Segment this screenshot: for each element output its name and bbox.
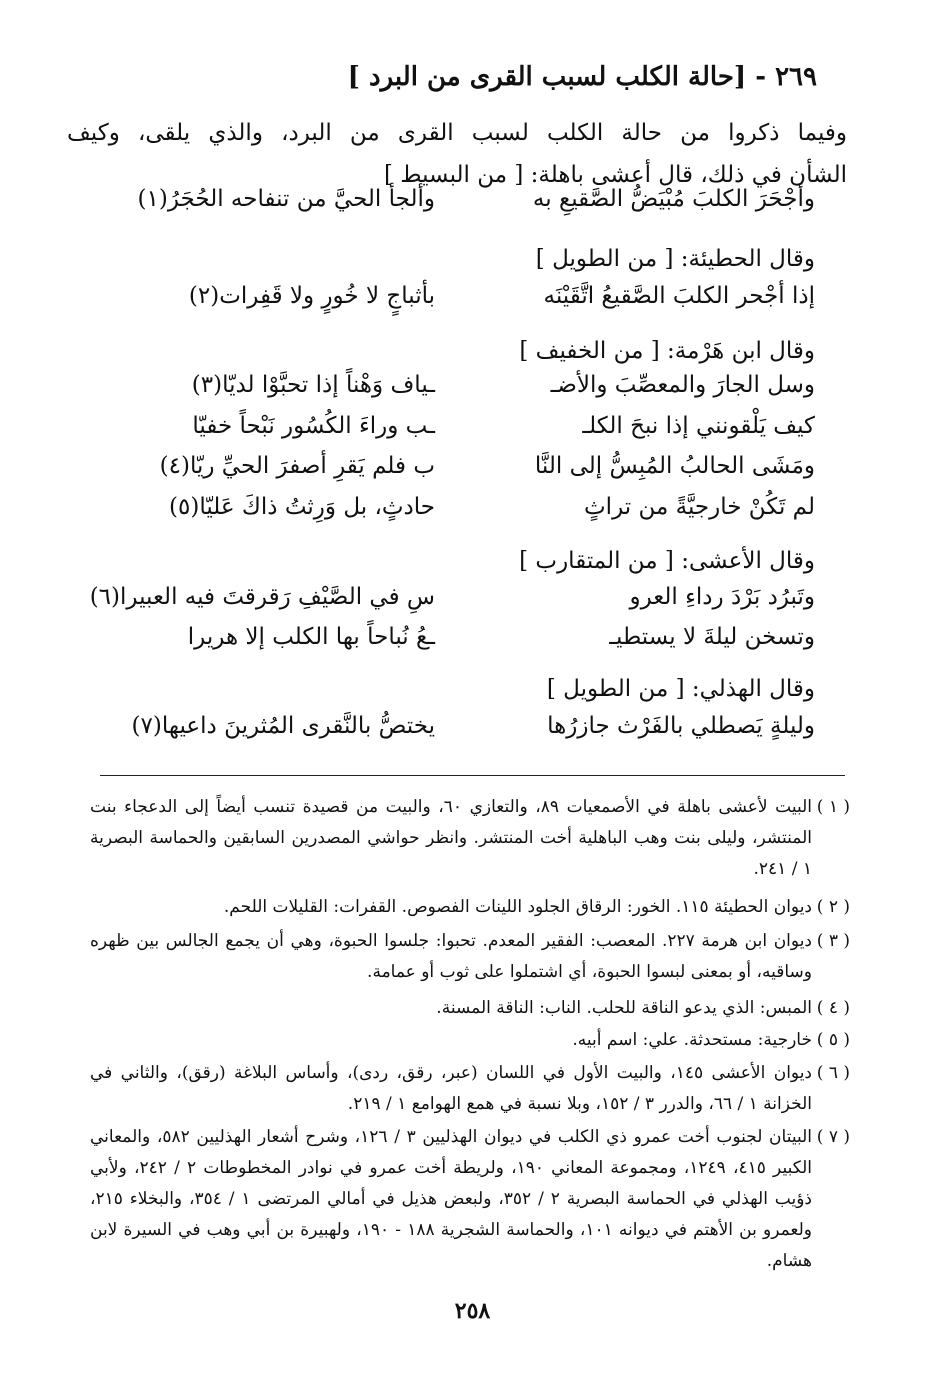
verse-first-hemistich: وسل الجارَ والمعصِّبَ والأضـ [550,372,815,398]
footnote [90,926,850,988]
footnote [90,1025,850,1056]
verse-second-hemistich: ـب وراءَ الكُسُور نَبْحاً خفيّا [192,413,435,439]
footnote-text: ديوان ابن هرمة ٢٢٧. المعصب: الفقير المعدم. تحبوا: جلسوا الحبوة، وهي أن يجمع الجالس بين ظهره وساقيه، أو بمعنى لبسوا الحبوة، أي اشتملوا على ثوب أو عمامة. [90,931,812,982]
footnote-text: المبس: الذي يدعو الناقة للحلب. الناب: الناقة المسنة. [436,998,812,1018]
verse-line [95,372,815,416]
footnote-number: ( ١ ) [816,797,850,817]
footnote-text: البيتان لجنوب أخت عمرو ذي الكلب في ديوان الهذليين ٣ / ١٢٦، وشرح أشعار الهذليين ٥٨٢، والمعاني الكبير ٤١٥، ١٢٤٩، ومجموعة المعاني ١٩٠، ولريطة أخت عمرو في نوادر المخطوطات ٢ / ٢٤٢، ولأبي ذؤيب الهذلي في الحماسة البصرية ٢ / ٣٥٢، ولبعض هذيل في أمالي المرتضى ١ / ٣٥٤، والبخلاء ٢١٥، ولعمرو بن الأهتم في ديوانه ١٠١، والحماسة الشجرية ١٨٨ - ١٩٠، ولهبيرة بن أبي وهب في السيرة لابن هشام. [90,1127,813,1271]
footnote-number: ( ٧ ) [816,1127,850,1147]
verse-second-hemistich: وألجأ الحيَّ من تنفاحه الحُجَرُ(١) [137,186,435,212]
verse-line [95,624,815,668]
verse-line [89,584,815,628]
intro-line: الشأن في ذلك، قال أعشى باهلة: [ من البسيط ] [384,162,847,188]
footnote [90,792,850,885]
verse-first-hemistich: وأجْحَرَ الكلبَ مُبْيَضُّ الصَّقيعِ به [532,186,815,212]
footnote-text: خارجية: مستحدثة. علي: اسم أبيه. [572,1030,812,1050]
footnote [90,1122,850,1277]
footnote-number: ( ٢ ) [816,897,850,917]
intro-paragraph [67,112,847,196]
verse-second-hemistich: ب فلم يَقرِ أصفرَ الحيِّ ريّا(٤) [159,453,435,479]
footnote-text: البيت لأعشى باهلة في الأصمعيات ٨٩، والتعازي ٦٠، والبيت من قصيدة تنسب أيضاً إلى الدعجاء بنت المنتشر، وليلى بنت وهب الباهلية أخت المنتشر. وانظر حواشي المصدرين السابقين والحماسة البصرية ١ / ٢٤١. [90,797,812,879]
verse-first-hemistich: لم تَكُنْ خارجيَّةً من تراثٍ [584,494,815,520]
verse-second-hemistich: بأثباجٍ لا خُورٍ ولا قَفِرات(٢) [188,283,435,309]
footnote [90,1058,850,1120]
verse-line [95,283,815,327]
footnote-text: ديوان الحطيئة ١١٥. الخور: الرقاق الجلود اللينات الفصوص. القفرات: القليلات اللحم. [223,897,812,917]
verse-line [95,713,815,757]
verse-second-hemistich: ـعُ نُباحاً بها الكلب إلا هريرا [187,624,435,650]
verse-line [95,453,815,497]
verse-line [95,494,815,538]
intro-line: وفيما ذكروا من حالة الكلب لسبب القرى من البرد، والذي يلقى، وكيف [67,120,847,146]
footnote [90,892,850,923]
verse-second-hemistich: يختصُّ بالنَّقرى المُثرينَ داعيها(٧) [131,713,435,739]
verse-line [95,186,815,230]
footnote-separator [100,775,845,776]
poem-intro: وقال الهذلي: [ من الطويل ] [546,676,815,702]
verse-first-hemistich: وتسخن ليلةَ لا يستطيـ [609,624,815,650]
verse-first-hemistich: وتَبرُد بَرْدَ رداءِ العرو [629,584,815,610]
verse-first-hemistich: وليلةٍ يَصطلي بالفَرْث جازرُها [547,713,815,739]
poem-intro: وقال ابن هَرْمة: [ من الخفيف ] [519,338,815,364]
verse-second-hemistich: سِ في الصَّيْفِ رَقرقتَ فيه العبيرا(٦) [89,584,435,610]
verse-line [95,413,815,457]
page-number: ٢٥٨ [454,1298,491,1324]
footnote-text: ديوان الأعشى ١٤٥، والبيت الأول في اللسان (عبر، رقق، ردى)، وأساس البلاغة (رقق)، والثاني في الخزانة ١ / ٦٦، والدرر ٣ / ١٥٢، وبلا نسبة في همع الهوامع ١ / ٢١٩. [90,1063,813,1114]
verse-first-hemistich: ومَشَى الحالبُ المُبِسُّ إلى النَّا [534,453,815,479]
section-heading: ٢٦٩ - [حالة الكلب لسبب القرى من البرد ] [347,62,817,92]
footnote [90,993,850,1024]
verse-second-hemistich: ـياف وَهْناً إذا تحبَّوْا لديّا(٣) [191,372,435,398]
footnote-number: ( ٦ ) [816,1063,850,1083]
verse-second-hemistich: حادثٍ، بل وَرِثتُ ذاكَ عَليّا(٥) [169,494,435,520]
footnote-number: ( ٥ ) [816,1030,850,1050]
poem-intro: وقال الحطيئة: [ من الطويل ] [535,246,815,272]
poem-intro: وقال الأعشى: [ من المتقارب ] [519,548,815,574]
footnote-number: ( ٣ ) [816,931,850,951]
verse-first-hemistich: إذا أجْحر الكلبَ الصَّقيعُ اتَّقَيْنَه [543,283,815,309]
verse-first-hemistich: كيف يَلْقونني إذا نبحَ الكلـ [582,413,815,439]
footnote-number: ( ٤ ) [816,998,850,1018]
